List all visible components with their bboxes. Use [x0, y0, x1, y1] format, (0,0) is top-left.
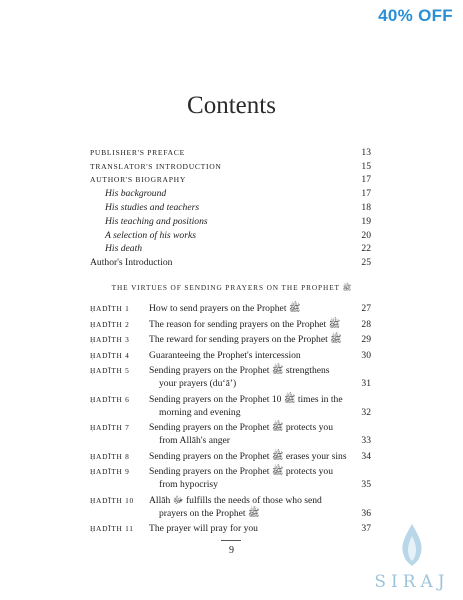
hadith-page: 33 [361, 435, 371, 446]
hadith-label: ḤADĪTH 10 [90, 495, 134, 505]
hadith-title-line: from Allāh's anger [159, 435, 230, 446]
toc-entry-page: 17 [361, 188, 371, 199]
hadith-page: 27 [361, 303, 371, 314]
hadith-title-line: Sending prayers on the Prophet ﷺ erases your sins [149, 450, 347, 462]
hadith-title [149, 450, 347, 463]
hadith-label: ḤADĪTH 7 [90, 423, 130, 432]
toc-entry-page: 18 [361, 202, 371, 213]
toc-entry-title: His teaching and positions [105, 216, 208, 227]
hadith-page: 30 [361, 349, 371, 361]
hadith-title [149, 494, 339, 520]
hadith-title-line: from hypocrisy [159, 479, 218, 490]
hadith-title-line: your prayers (du‘ā’) [159, 378, 237, 389]
hadith-title [149, 421, 339, 447]
hadith-page: 34 [361, 450, 371, 462]
hadith-title [149, 333, 342, 346]
toc-entry-page: 20 [361, 229, 371, 241]
toc-entry [90, 256, 371, 270]
toc-entry [90, 242, 371, 256]
logo-wordmark: SIRAJ [374, 572, 450, 592]
hadith-title-line: Allāh ﷻ fulfills the needs of those who send [149, 494, 322, 506]
toc-entry-title: Author's Introduction [90, 256, 173, 268]
page-title: Contents [187, 92, 276, 119]
toc-entry-page: 13 [361, 147, 371, 158]
toc-entry [90, 201, 371, 215]
hadith-title [149, 393, 343, 419]
toc-entry-title: A selection of his works [105, 229, 196, 241]
hadith-title-line: The reason for sending prayers on the Prophet ﷺ [149, 318, 341, 330]
siraj-logo [364, 520, 460, 598]
hadith-label: ḤADĪTH 5 [90, 366, 130, 375]
hadith-page: 37 [361, 523, 371, 534]
hadith-title [149, 318, 339, 331]
hadith-label: ḤADĪTH 6 [90, 394, 130, 404]
hadith-title [149, 349, 339, 362]
hadith-title-line: The prayer will pray for you [149, 523, 258, 534]
hadith-label: ḤADĪTH 11 [90, 524, 134, 533]
toc-entry-title: His studies and teachers [105, 202, 200, 213]
toc-entry [90, 146, 371, 160]
toc-entry-page: 19 [361, 216, 371, 227]
hadith-title [149, 364, 339, 390]
toc-entry-title: His background [105, 188, 167, 199]
hadith-title [149, 522, 339, 535]
toc-entry-page: 22 [361, 243, 371, 254]
hadith-page: 31 [361, 378, 371, 389]
hadith-title-line: The reward for sending prayers on the Prophet ﷺ [149, 334, 342, 345]
toc-entry-page: 17 [361, 174, 371, 185]
hadith-title-line: prayers on the Prophet ﷺ [159, 507, 260, 519]
hadith-title-line: Sending prayers on the Prophet ﷺ strengthens [149, 365, 330, 376]
hadith-page: 29 [361, 334, 371, 345]
footer-rule [221, 540, 241, 541]
toc-entry-title: PUBLISHER'S PREFACE [90, 148, 185, 157]
hadith-label: ḤADĪTH 3 [90, 335, 130, 344]
hadith-title-line: Sending prayers on the Prophet ﷺ protects you [149, 422, 333, 433]
toc-entry-title: TRANSLATOR'S INTRODUCTION [90, 161, 222, 171]
hadith-title [149, 302, 339, 315]
toc-entry-title: AUTHOR'S BIOGRAPHY [90, 175, 187, 184]
toc-entry-page: 25 [361, 256, 371, 268]
hadith-title-line: Sending prayers on the Prophet ﷺ protects you [149, 466, 333, 477]
toc-entry [90, 215, 371, 229]
hadith-label: ḤADĪTH 9 [90, 467, 130, 476]
hadith-page: 35 [361, 479, 371, 490]
toc-entry [90, 173, 371, 187]
hadith-title-line: Sending prayers on the Prophet ﷺ 10 times in the [149, 393, 343, 405]
hadith-title-line: Guaranteeing the Prophet's intercession [149, 349, 301, 361]
toc-entry-page: 15 [361, 160, 371, 172]
hadith-label: ḤADĪTH 1 [90, 304, 130, 313]
section-heading: THE VIRTUES OF SENDING PRAYERS ON THE PROPHET ﷺ [111, 283, 352, 292]
toc-entry-title: His death [105, 243, 143, 254]
hadith-page: 32 [361, 406, 371, 418]
toc-entry [90, 160, 371, 174]
hadith-label: ḤADĪTH 2 [90, 319, 130, 329]
hadith-title [149, 465, 339, 491]
discount-badge: 40% OFF [378, 6, 453, 25]
page-number: 9 [229, 545, 234, 556]
hadith-page: 36 [361, 507, 371, 519]
hadith-page: 28 [361, 318, 371, 330]
hadith-label: ḤADĪTH 4 [90, 350, 130, 360]
flame-icon [364, 520, 460, 580]
hadith-title-line: morning and evening [159, 406, 241, 418]
hadith-title-line: How to send prayers on the Prophet ﷺ [149, 303, 301, 314]
toc-entry [90, 229, 371, 243]
toc-entry [90, 187, 371, 201]
hadith-label: ḤADĪTH 8 [90, 451, 130, 461]
